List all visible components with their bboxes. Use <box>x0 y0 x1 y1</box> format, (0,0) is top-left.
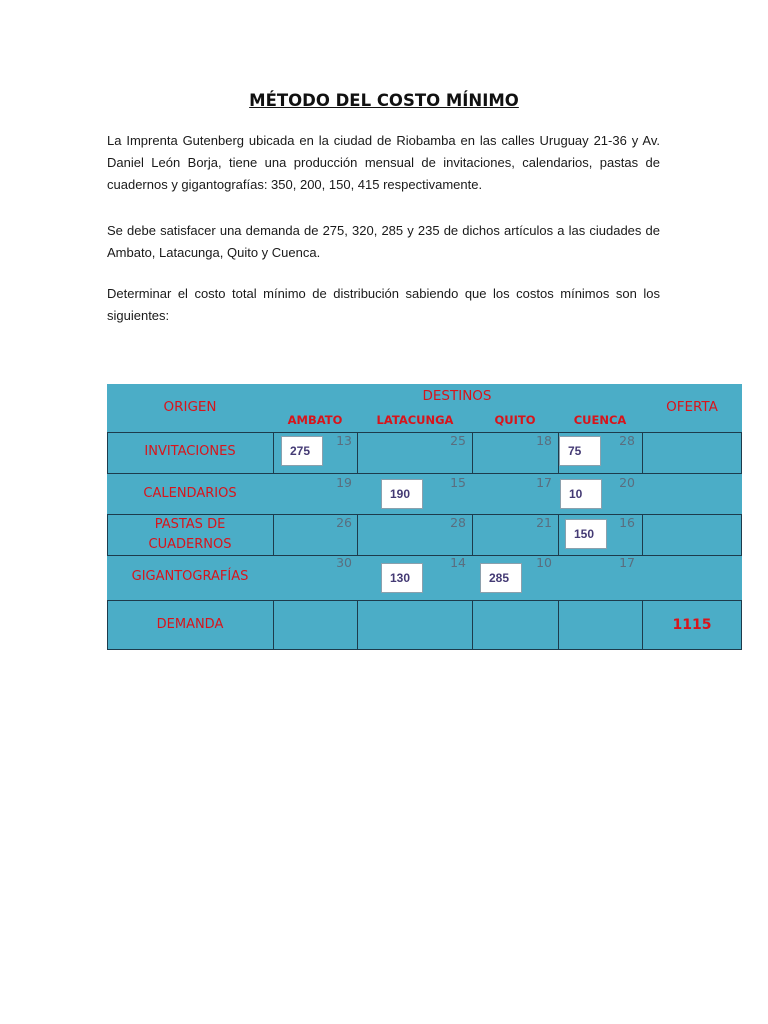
row-label-pastas-de-cuadernos: PASTAS DE CUADERNOS <box>148 517 232 552</box>
cost-invitaciones-quito: 18 <box>536 433 552 448</box>
cost-gigantografias-ambato: 30 <box>336 555 352 570</box>
demand-label: DEMANDA <box>156 617 224 632</box>
cost-pastas-cuenca: 16 <box>619 515 635 530</box>
cost-calendarios-cuenca: 20 <box>619 475 635 490</box>
origin-header: ORIGEN <box>163 399 217 415</box>
cell-border <box>273 600 358 650</box>
cost-pastas-latacunga: 28 <box>450 515 466 530</box>
cost-pastas-ambato: 26 <box>336 515 352 530</box>
cell-border <box>357 600 473 650</box>
destination-ambato: AMBATO <box>287 413 343 427</box>
allocation-calendarios-latacunga[interactable]: 190 <box>381 479 423 509</box>
allocation-calendarios-cuenca[interactable]: 10 <box>560 479 602 509</box>
cost-invitaciones-ambato: 13 <box>336 433 352 448</box>
allocation-invitaciones-ambato[interactable]: 275 <box>281 436 323 466</box>
supply-header: OFERTA <box>666 399 718 415</box>
cost-gigantografias-cuenca: 17 <box>619 555 635 570</box>
paragraph-instruction: Determinar el costo total mínimo de distribución sabiendo que los costos mínimos son los siguientes: <box>107 286 660 323</box>
cost-invitaciones-latacunga: 25 <box>450 433 466 448</box>
cell-border <box>472 600 559 650</box>
row-label-calendarios: CALENDARIOS <box>143 486 237 501</box>
page-title: MÉTODO DEL COSTO MÍNIMO <box>249 91 519 110</box>
cost-calendarios-quito: 17 <box>536 475 552 490</box>
destination-latacunga: LATACUNGA <box>376 413 454 427</box>
cost-pastas-quito: 21 <box>536 515 552 530</box>
cell-border <box>558 600 643 650</box>
cost-calendarios-latacunga: 15 <box>450 475 466 490</box>
transport-table <box>107 384 742 650</box>
cost-gigantografias-latacunga: 14 <box>450 555 466 570</box>
allocation-invitaciones-cuenca[interactable]: 75 <box>559 436 601 466</box>
destination-quito: QUITO <box>494 413 536 427</box>
allocation-gigantografias-quito[interactable]: 285 <box>480 563 522 593</box>
row-label-gigantografias: GIGANTOGRAFÍAS <box>131 569 249 584</box>
allocation-pastas-cuenca[interactable]: 150 <box>565 519 607 549</box>
allocation-gigantografias-latacunga[interactable]: 130 <box>381 563 423 593</box>
row-label-invitaciones: INVITACIONES <box>144 444 236 459</box>
cost-gigantografias-quito: 10 <box>536 555 552 570</box>
destination-cuenca: CUENCA <box>573 413 627 427</box>
cost-calendarios-ambato: 19 <box>336 475 352 490</box>
cost-invitaciones-cuenca: 28 <box>619 433 635 448</box>
paragraph-problem-statement: La Imprenta Gutenberg ubicada en la ciudad de Riobamba en las calles Uruguay 21-36 y Av. Daniel León Borja, tiene una producción mensual de invitaciones, calendarios, pastas de cuadernos y gigantografías: 350, 200, 150, 415 respectivamente. <box>107 133 660 192</box>
paragraph-demand: Se debe satisfacer una demanda de 275, 320, 285 y 235 de dichos artículos a las ciudades de Ambato, Latacunga, Quito y Cuenca. <box>107 223 660 260</box>
total-supply-demand: 1115 <box>672 617 712 633</box>
destinations-header: DESTINOS <box>422 388 492 404</box>
